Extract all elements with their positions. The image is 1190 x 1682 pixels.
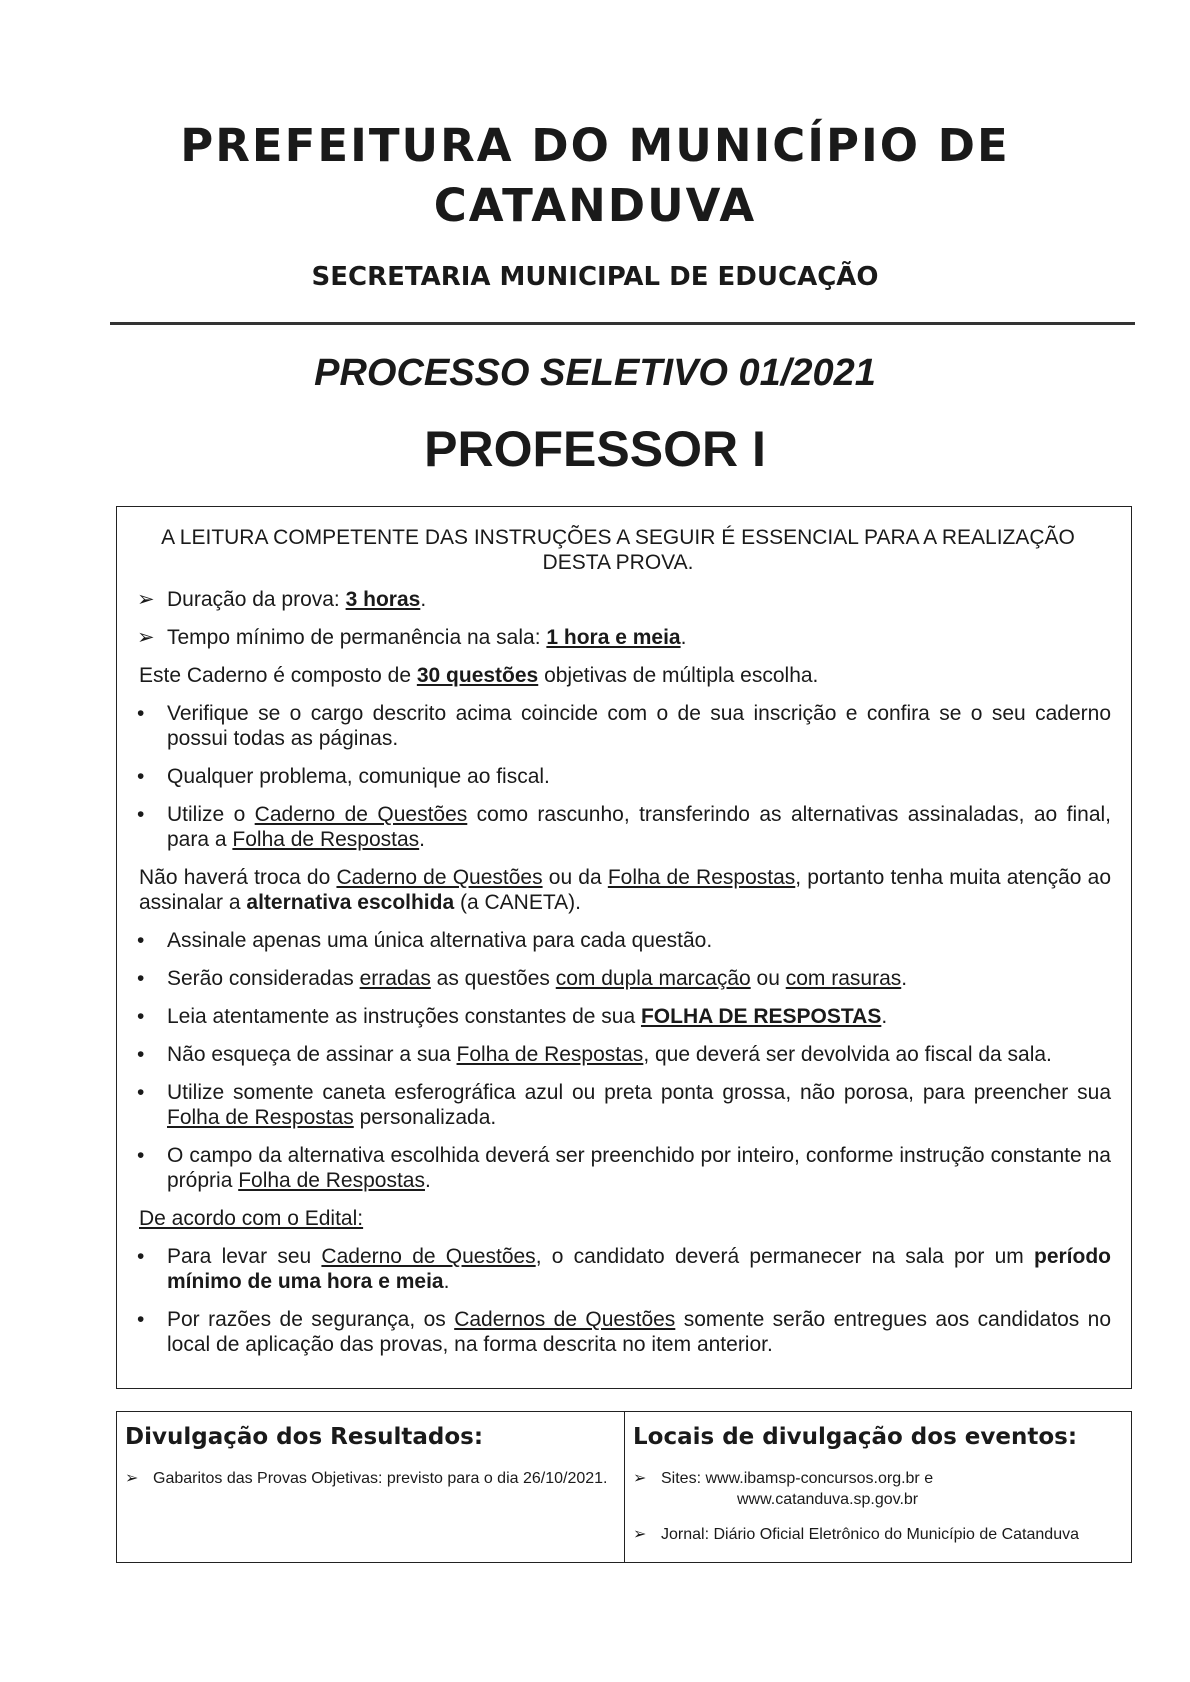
bullet-icon: • bbox=[137, 967, 145, 990]
folha-respostas-term: Folha de Respostas bbox=[232, 828, 420, 851]
duration-label: Duração da prova: bbox=[167, 588, 346, 611]
text: Qualquer problema, comunique ao fiscal. bbox=[167, 765, 550, 788]
text: Não esqueça de assinar a sua bbox=[167, 1043, 457, 1066]
bullet-icon: • bbox=[137, 1144, 145, 1167]
min-stay-item bbox=[125, 625, 1111, 650]
edital-heading: De acordo com o Edital: bbox=[139, 1207, 364, 1230]
take-booklet-item bbox=[125, 1244, 1111, 1294]
dupla-term: com dupla marcação bbox=[555, 967, 751, 990]
period: . bbox=[901, 967, 908, 990]
bullet-icon: • bbox=[137, 1245, 145, 1268]
text: personalizada. bbox=[353, 1106, 497, 1129]
jornal-item bbox=[633, 1524, 1123, 1545]
folha-respostas-term: Folha de Respostas bbox=[238, 1169, 425, 1192]
period: . bbox=[680, 626, 687, 649]
folha-caps-term: FOLHA DE RESPOSTAS bbox=[640, 1005, 882, 1028]
text: Por razões de segurança, os bbox=[167, 1308, 455, 1331]
problem-item bbox=[125, 764, 1111, 789]
erradas-term: erradas bbox=[359, 967, 431, 990]
divider-rule bbox=[110, 322, 1135, 325]
bullet-icon: • bbox=[137, 1043, 145, 1066]
secretaria-heading: SECRETARIA MUNICIPAL DE EDUCAÇÃO bbox=[311, 262, 879, 292]
bullet-icon: • bbox=[137, 803, 145, 826]
folha-respostas-term: Folha de Respostas bbox=[456, 1043, 644, 1066]
text: Utilize somente caneta esferográfica azul ou preta ponta grossa, não porosa, para preencher sua bbox=[167, 1081, 1111, 1104]
text: ou bbox=[750, 967, 786, 990]
text: , portanto tenha muita atenção ao assinalar a bbox=[139, 866, 1112, 914]
gabaritos-text: Gabaritos das Provas Objetivas: previsto para o dia 26/10/2021. bbox=[153, 1470, 608, 1487]
text: , que deverá ser devolvida ao fiscal da sala. bbox=[643, 1043, 1052, 1066]
period: . bbox=[443, 1270, 450, 1293]
read-instructions-item bbox=[125, 1004, 1111, 1029]
instructions-box bbox=[116, 506, 1132, 1389]
cadernos-questoes-term: Cadernos de Questões bbox=[454, 1308, 676, 1331]
text: como rascunho, transferindo as alternativas assinaladas, ao final, para a bbox=[167, 803, 1111, 851]
text: Serão consideradas bbox=[167, 967, 360, 990]
jornal-text: Jornal: Diário Oficial Eletrônico do Município de Catanduva bbox=[661, 1526, 1079, 1543]
text: Este Caderno é composto de bbox=[139, 664, 417, 687]
text: Não haverá troca do bbox=[139, 866, 337, 889]
wrong-answers-item bbox=[125, 966, 1111, 991]
arrow-icon: ➢ bbox=[137, 588, 155, 611]
min-stay-value: 1 hora e meia bbox=[546, 626, 681, 649]
caderno-paragraph bbox=[125, 663, 1111, 688]
text: somente serão entregues aos candidatos no local de aplicação das provas, na forma descrita no item anterior. bbox=[167, 1308, 1112, 1356]
bullet-icon: • bbox=[137, 1005, 145, 1028]
gabaritos-item bbox=[125, 1468, 616, 1489]
locations-title: Locais de divulgação dos eventos: bbox=[633, 1424, 1078, 1450]
caderno-questoes-term: Caderno de Questões bbox=[336, 866, 543, 889]
results-title: Divulgação dos Resultados: bbox=[125, 1424, 484, 1450]
text: Leia atentamente as instruções constantes de sua bbox=[167, 1005, 641, 1028]
period: . bbox=[419, 828, 426, 851]
folha-respostas-term: Folha de Respostas bbox=[167, 1106, 354, 1129]
text: Verifique se o cargo descrito acima coincide com o de sua inscrição e confira se o seu caderno possui todas as páginas. bbox=[167, 702, 1111, 750]
title-line-1: PREFEITURA DO MUNICÍPIO DE bbox=[180, 119, 1010, 172]
min-stay-label: Tempo mínimo de permanência na sala: bbox=[167, 626, 547, 649]
verify-item bbox=[125, 701, 1111, 751]
draft-item bbox=[125, 802, 1111, 852]
results-column bbox=[117, 1412, 624, 1562]
arrow-icon: ➢ bbox=[633, 1470, 647, 1487]
caderno-questoes-term: Caderno de Questões bbox=[321, 1245, 536, 1268]
period: . bbox=[420, 588, 427, 611]
bullet-icon: • bbox=[137, 1308, 145, 1331]
sites-text: Sites: www.ibamsp-concursos.org.br e bbox=[661, 1470, 934, 1487]
pen-item bbox=[125, 1080, 1111, 1130]
no-exchange-paragraph bbox=[125, 865, 1111, 915]
processo-heading: PROCESSO SELETIVO 01/2021 bbox=[314, 352, 876, 394]
single-answer-item bbox=[125, 928, 1111, 953]
bullet-icon: • bbox=[137, 929, 145, 952]
arrow-icon: ➢ bbox=[125, 1470, 139, 1487]
text: ou da bbox=[542, 866, 608, 889]
security-item bbox=[125, 1307, 1111, 1357]
caderno-questoes-term: Caderno de Questões bbox=[254, 803, 468, 826]
arrow-icon: ➢ bbox=[137, 626, 155, 649]
text: Utilize o bbox=[167, 803, 255, 826]
arrow-icon: ➢ bbox=[633, 1526, 647, 1543]
locations-column bbox=[624, 1412, 1131, 1562]
alternativa-term: alternativa escolhida bbox=[246, 891, 455, 914]
cargo-heading: PROFESSOR I bbox=[424, 421, 766, 477]
duration-item bbox=[125, 587, 1111, 612]
bullet-icon: • bbox=[137, 702, 145, 725]
text: objetivas de múltipla escolha. bbox=[538, 664, 819, 687]
instructions-intro: A LEITURA COMPETENTE DAS INSTRUÇÕES A SEGUIR É ESSENCIAL PARA A REALIZAÇÃO DESTA PROVA. bbox=[161, 526, 1075, 574]
bullet-icon: • bbox=[137, 1081, 145, 1104]
rasuras-term: com rasuras bbox=[785, 967, 902, 990]
text: , o candidato deverá permanecer na sala por um bbox=[535, 1245, 1034, 1268]
text: Assinale apenas uma única alternativa para cada questão. bbox=[167, 929, 713, 952]
period: . bbox=[881, 1005, 888, 1028]
folha-respostas-term: Folha de Respostas bbox=[607, 866, 796, 889]
question-count: 30 questões bbox=[416, 664, 539, 687]
duration-value: 3 horas bbox=[345, 588, 421, 611]
text: (a CANETA). bbox=[454, 891, 581, 914]
fill-item bbox=[125, 1143, 1111, 1193]
sites-item bbox=[633, 1468, 1123, 1510]
title-line-2: CATANDUVA bbox=[433, 179, 757, 232]
text: as questões bbox=[430, 967, 556, 990]
bullet-icon: • bbox=[137, 765, 145, 788]
period: . bbox=[424, 1169, 431, 1192]
results-table bbox=[116, 1411, 1132, 1563]
sites-text-2: www.catanduva.sp.gov.br bbox=[737, 1491, 919, 1508]
text: O campo da alternativa escolhida deverá ser preenchido por inteiro, conforme instrução constante na própria bbox=[167, 1144, 1111, 1192]
sign-item bbox=[125, 1042, 1111, 1067]
periodo-term: período mínimo de uma hora e meia bbox=[167, 1245, 1111, 1293]
text: Para levar seu bbox=[167, 1245, 322, 1268]
